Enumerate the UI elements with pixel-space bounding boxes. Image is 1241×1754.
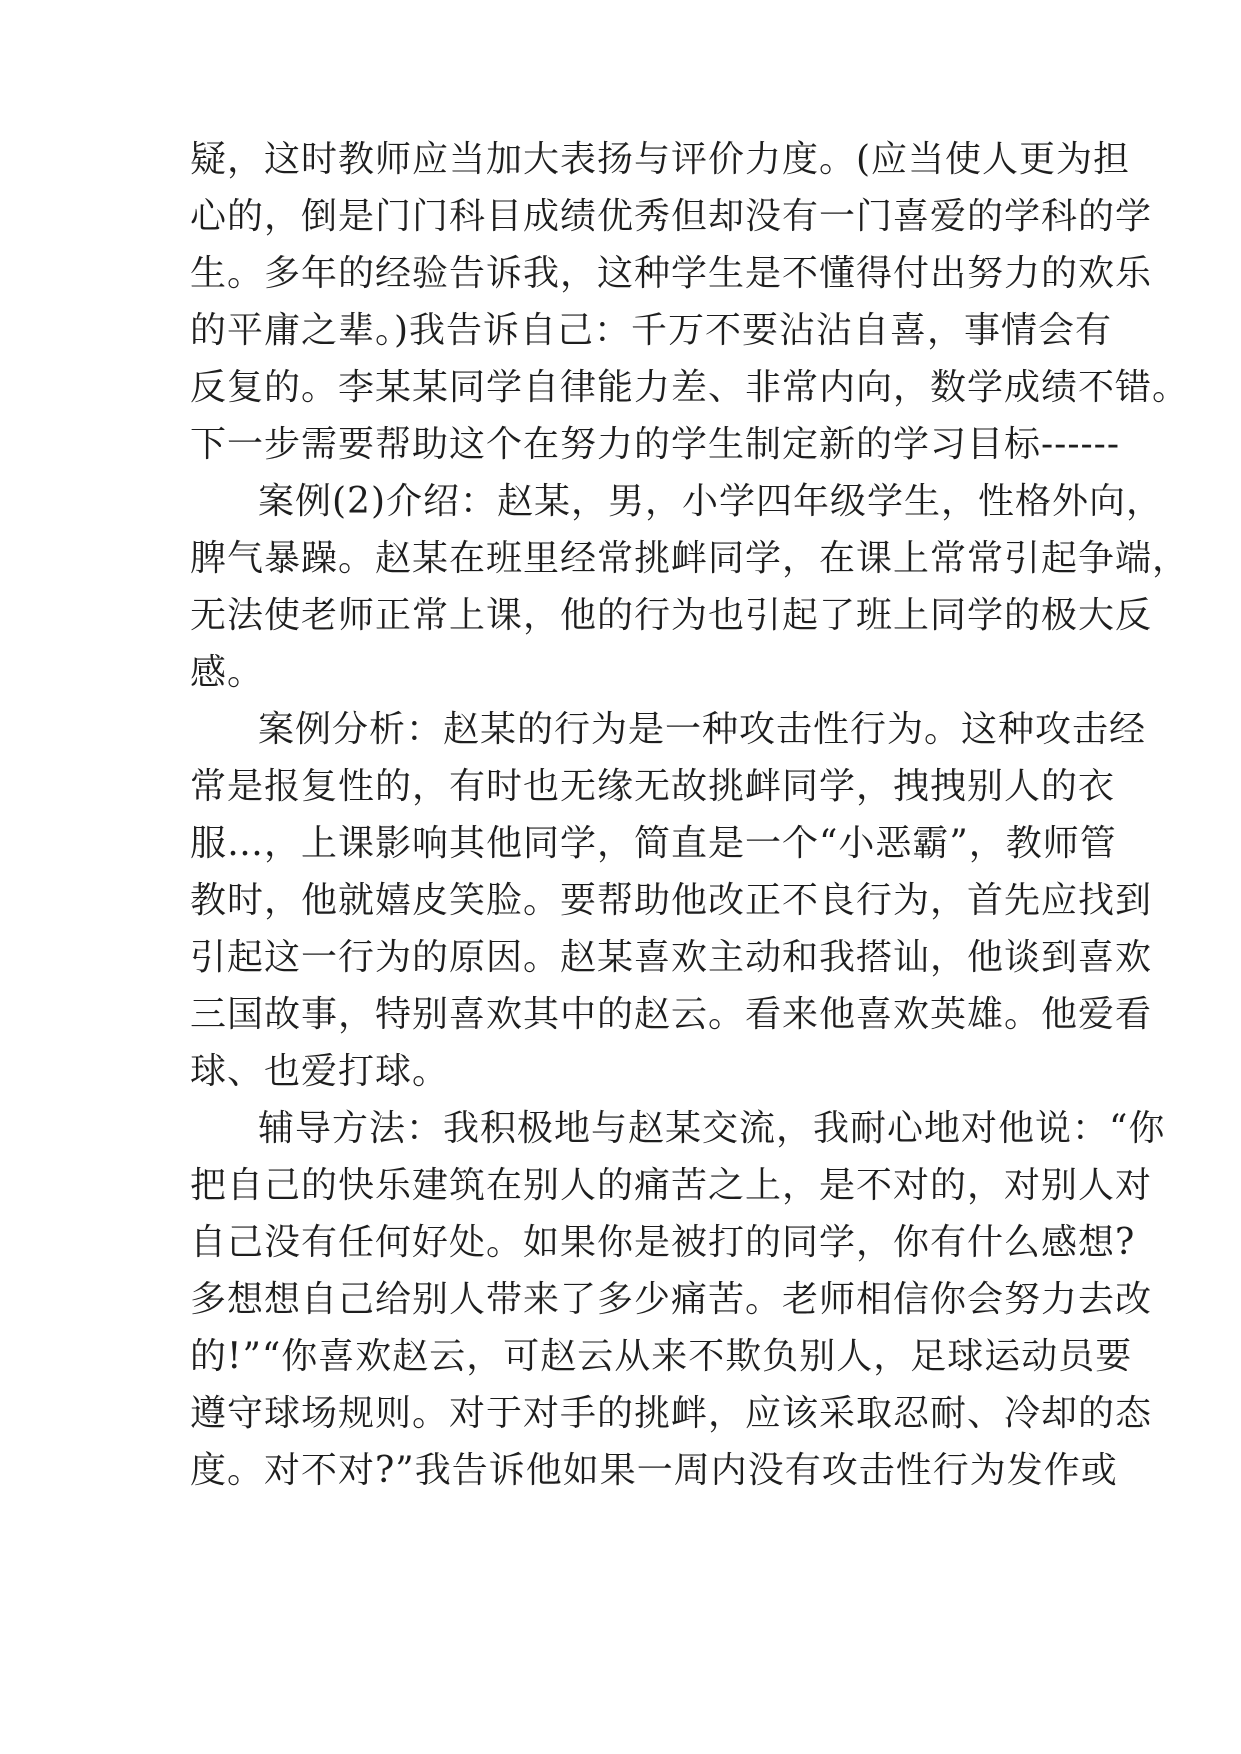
text-line: 把自己的快乐建筑在别人的痛苦之上，是不对的，对别人对 xyxy=(190,1165,1153,1206)
paragraph-start-line: 案例(2)介绍：赵某，男，小学四年级学生，性格外向， xyxy=(258,481,1163,522)
text-line: 教时，他就嬉皮笑脸。要帮助他改正不良行为，首先应找到 xyxy=(190,880,1153,921)
text-line: 服…，上课影响其他同学，简直是一个“小恶霸”，教师管 xyxy=(190,823,1117,864)
text-line: 常是报复性的，有时也无缘无故挑衅同学，拽拽别人的衣 xyxy=(190,766,1116,807)
text-line: 反复的。李某某同学自律能力差、非常内向，数学成绩不错。 xyxy=(190,367,1190,408)
text-line: 球、也爱打球。 xyxy=(190,1051,450,1092)
paragraph-start-line: 案例分析：赵某的行为是一种攻击性行为。这种攻击经 xyxy=(258,709,1147,750)
text-line: 感。 xyxy=(190,652,265,693)
text-line: 下一步需要帮助这个在努力的学生制定新的学习目标------ xyxy=(190,424,1120,465)
text-line: 疑，这时教师应当加大表扬与评价力度。(应当使人更为担 xyxy=(190,139,1131,180)
document-page xyxy=(190,139,1190,1620)
text-line: 引起这一行为的原因。赵某喜欢主动和我搭讪，他谈到喜欢 xyxy=(190,937,1153,978)
text-line: 自己没有任何好处。如果你是被打的同学，你有什么感想? xyxy=(190,1222,1136,1263)
text-line: 遵守球场规则。对于对手的挑衅，应该采取忍耐、冷却的态 xyxy=(190,1393,1153,1434)
text-line: 脾气暴躁。赵某在班里经常挑衅同学，在课上常常引起争端， xyxy=(190,538,1190,579)
text-line: 生。多年的经验告诉我，这种学生是不懂得付出努力的欢乐 xyxy=(190,253,1153,294)
paragraph-start-line: 辅导方法：我积极地与赵某交流，我耐心地对他说：“你 xyxy=(258,1108,1166,1149)
text-line: 的!”“你喜欢赵云，可赵云从来不欺负别人，足球运动员要 xyxy=(190,1336,1133,1377)
text-line: 心的，倒是门门科目成绩优秀但却没有一门喜爱的学科的学 xyxy=(190,196,1153,237)
text-line: 无法使老师正常上课，他的行为也引起了班上同学的极大反 xyxy=(190,595,1153,636)
text-line: 多想想自己给别人带来了多少痛苦。老师相信你会努力去改 xyxy=(190,1279,1153,1320)
text-line: 三国故事，特别喜欢其中的赵云。看来他喜欢英雄。他爱看 xyxy=(190,994,1153,1035)
text-line: 的平庸之辈。)我告诉自己：千万不要沾沾自喜，事情会有 xyxy=(190,310,1113,351)
text-line: 度。对不对?”我告诉他如果一周内没有攻击性行为发作或 xyxy=(190,1450,1118,1491)
